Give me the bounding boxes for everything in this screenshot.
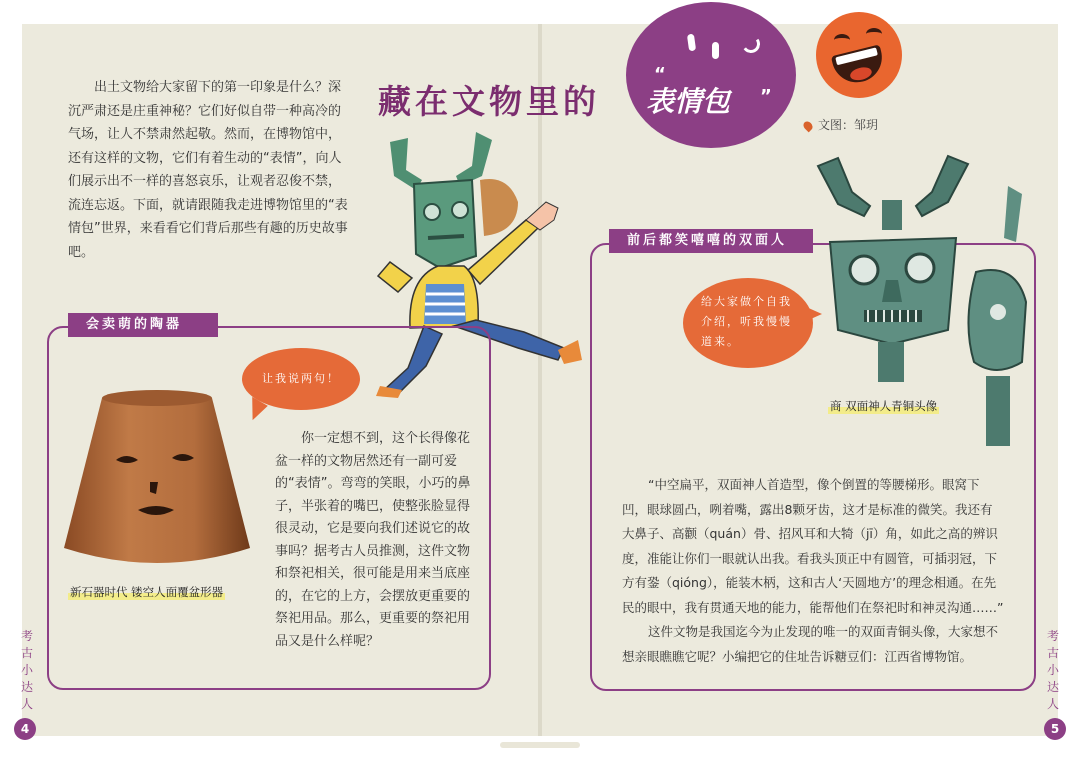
quote-close-icon: ” [760,86,772,107]
page-title: 藏在文物里的 [378,82,600,121]
left-body-text: 你一定想不到，这个长得像花盆一样的文物居然还有一副可爱的“表情”。弯弯的笑眼，小巧的鼻子，半张着的嘴巴，使整张脸显得很灵动，它是要向我们述说它的故事吗？据考古人员推测，这件文物和祭祀相关，很可能是用来当底座的，在它的上方，会摆放更重要的祭祀用品。那么，更重要的祭祀用品又是什么样呢？ [275,431,471,649]
right-speech-bubble: 给大家做个自我介绍，听我慢慢道来。 [683,278,813,368]
bubble-eye-icon [712,42,719,59]
left-speech-bubble: 让我说两句！ [242,348,360,410]
side-column-label-left: 考古小达人 [20,629,33,711]
laugh-eye-icon [834,34,850,46]
right-section-tag: 前后都笑嘻嘻的双面人 [609,229,813,253]
left-image-caption: 新石器时代 镂空人面覆盆形器 [70,585,224,599]
laugh-mouth-icon [831,44,887,87]
title-bubble [626,2,796,148]
left-section-tag: 会卖萌的陶器 [68,313,218,337]
right-quote-paragraph: “中空扁平，双面神人首造型，像个倒置的等腰梯形。眼窝下凹，眼球圆凸，咧着嘴，露出8颗牙齿，这才是标准的微笑。我还有大鼻子、高颧（quán）骨、招风耳和大犄（jī）角，如此之高的辨识度，准能让你们一眼就认出我。看我头顶正中有圆管，可插羽冠，下方有銎（qióng），能装木柄，这和古人‘天圆地方’的理念相通。在先民的眼中，我有贯通天地的能力，能帮他们在祭祀时和神灵沟通……” [622,477,1004,615]
laugh-tongue-icon [849,65,873,82]
right-closing-paragraph: 这件文物是我国迄今为止发现的唯一的双面青铜头像，大家想不想亲眼瞧瞧它呢？小编把它的住址告诉糖豆们：江西省博物馆。 [622,624,999,664]
pottery-face-vessel-image [62,378,252,578]
page-number-left: 4 [14,718,36,740]
right-image-caption: 商 双面神人青铜头像 [830,399,938,413]
right-body-text [622,473,1004,669]
page-number-right: 5 [1044,718,1066,740]
laugh-teeth-icon [835,47,878,65]
bronze-double-face-head-image [808,152,978,392]
quote-open-icon: “ [654,64,666,85]
laugh-eye-icon [866,28,882,40]
bronze-mask-face-icon [414,180,476,268]
bronze-head-side-view-image [956,182,1036,452]
intro-paragraph: 出土文物给大家留下的第一印象是什么？深沉严肃还是庄重神秘？它们好似自带一种高冷的气场，让人不禁肃然起敬。然而，在博物馆中，还有这样的文物，它们有着生动的“表情”，向人们展示出不一样的喜怒哀乐，让观者忍俊不禁，流连忘返。下面，就请跟随我走进博物馆里的“表情包”世界，来看看它们背后那些有趣的历史故事吧。 [68,80,348,260]
author-credit [804,116,878,133]
pin-icon [802,119,815,132]
side-column-label-right: 考古小达人 [1046,629,1059,711]
title-bubble-text: 表情包 [646,85,731,118]
author-credit-text: 文图：邹玥 [818,118,879,132]
scroll-indicator[interactable] [500,742,580,748]
laughing-face-icon [816,12,902,98]
